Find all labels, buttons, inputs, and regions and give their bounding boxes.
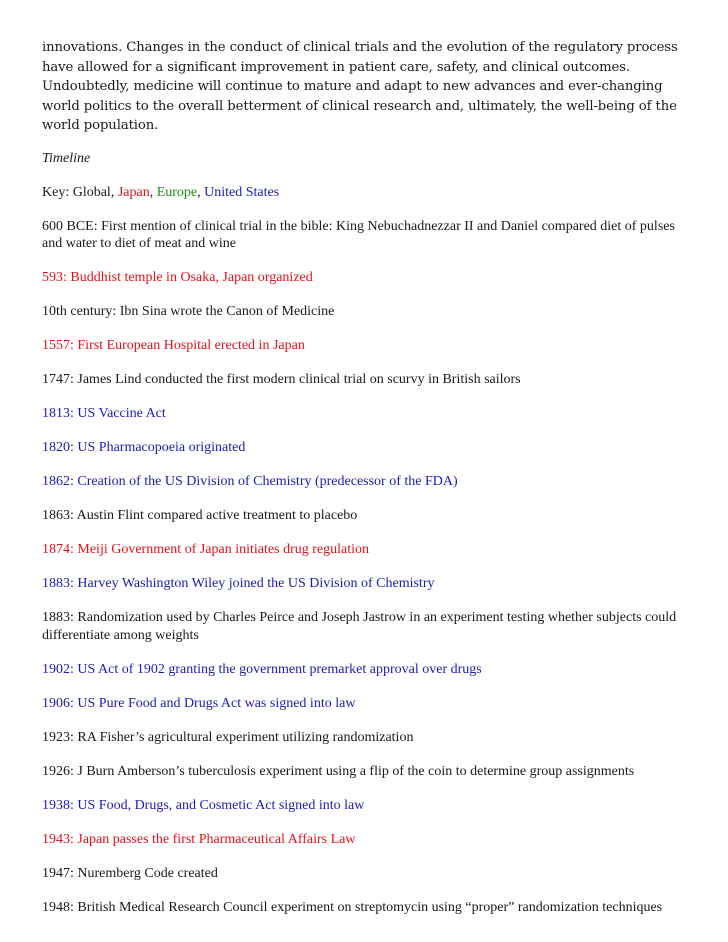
timeline-entry: 1923: RA Fisher’s agricultural experiment utilizing randomization <box>42 729 414 745</box>
timeline-entry: 600 BCE: First mention of clinical trial in the bible: King Nebuchadnezzar II and Daniel compared diet of pulses and water to diet of meat and wine <box>42 218 675 251</box>
document-page <box>42 38 692 933</box>
timeline-entry: 1938: US Food, Drugs, and Cosmetic Act signed into law <box>42 797 365 813</box>
timeline-entry: 1902: US Act of 1902 granting the government premarket approval over drugs <box>42 661 482 677</box>
timeline-entry: 593: Buddhist temple in Osaka, Japan organized <box>42 270 313 285</box>
key-japan: Japan <box>117 184 150 200</box>
timeline-entry: 1906: US Pure Food and Drugs Act was signed into law <box>42 695 356 711</box>
timeline-entry: 1820: US Pharmacopoeia originated <box>42 440 246 455</box>
key-united-states: United States <box>204 184 280 200</box>
timeline-entry: 1813: US Vaccine Act <box>42 406 166 421</box>
timeline-entry: 10th century: Ibn Sina wrote the Canon of Medicine <box>42 304 335 319</box>
timeline-entry: 1883: Randomization used by Charles Peirce and Joseph Jastrow in an experiment testing whether subjects could differentiate among weights <box>42 610 677 643</box>
key-separator: , <box>110 184 118 200</box>
timeline-entry: 1862: Creation of the US Division of Chemistry (predecessor of the FDA) <box>42 474 458 489</box>
timeline-entry: 1874: Meiji Government of Japan initiates drug regulation <box>42 542 369 557</box>
timeline-entry: 1747: James Lind conducted the first modern clinical trial on scurvy in British sailors <box>42 372 521 387</box>
intro-paragraph: innovations. Changes in the conduct of clinical trials and the evolution of the regulatory process have allowed for a significant improvement in patient care, safety, and clinical outcomes. Undoubtedly, medicine will continue to mature and adapt to new advances and ever-changing world politics to the overall betterment of clinical research and, ultimately, the well-being of the world population. <box>42 40 678 133</box>
timeline-entry: 1943: Japan passes the first Pharmaceutical Affairs Law <box>42 831 356 847</box>
key-separator: , <box>197 184 205 200</box>
timeline-entry: 1947: Nuremberg Code created <box>42 865 218 881</box>
timeline-entry: 1863: Austin Flint compared active treatment to placebo <box>42 508 358 523</box>
timeline-entry: 1948: British Medical Research Council experiment on streptomycin using “proper” randomization techniques <box>42 899 663 915</box>
section-title: Timeline <box>42 150 91 166</box>
key-prefix: Key: <box>42 184 73 200</box>
key-global: Global <box>72 184 111 200</box>
timeline-list <box>42 218 692 917</box>
color-key <box>42 184 692 202</box>
timeline-entry: 1883: Harvey Washington Wiley joined the US Division of Chemistry <box>42 576 435 591</box>
key-separator: , <box>149 184 157 200</box>
key-europe: Europe <box>156 184 198 200</box>
timeline-entry: 1926: J Burn Amberson’s tuberculosis experiment using a flip of the coin to determine group assignments <box>42 763 635 779</box>
timeline-entry: 1557: First European Hospital erected in Japan <box>42 338 305 353</box>
